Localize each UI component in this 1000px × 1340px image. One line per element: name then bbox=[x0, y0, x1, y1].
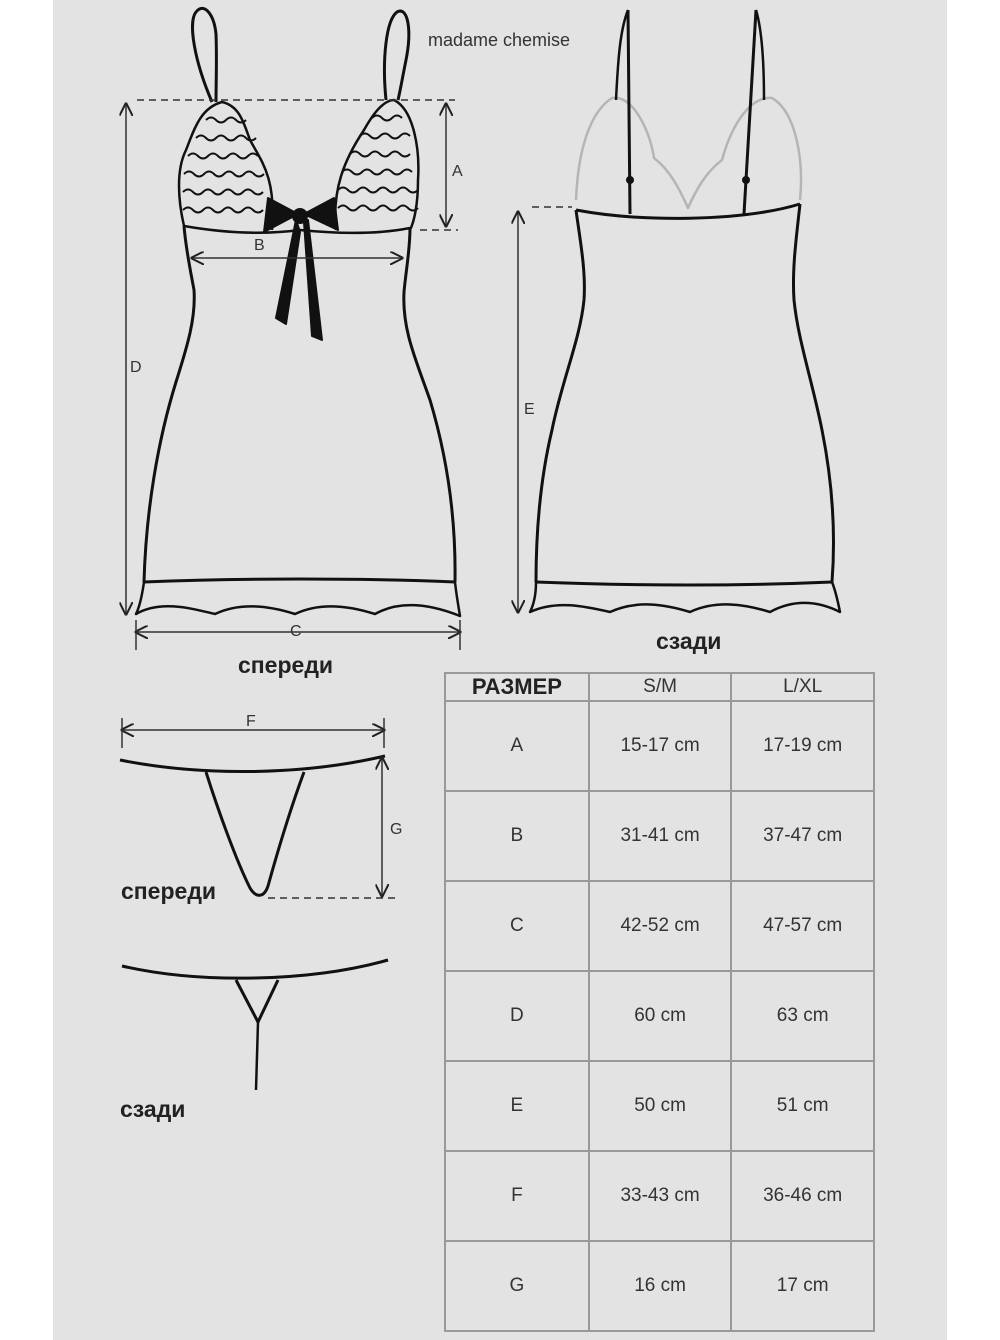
cell-sm: 15-17 cm bbox=[589, 701, 732, 791]
row-label: E bbox=[445, 1061, 589, 1151]
size-header-lxl: L/XL bbox=[731, 673, 874, 701]
dimension-label-f: F bbox=[246, 713, 256, 730]
lace-pattern bbox=[183, 116, 418, 213]
front-dimension-lines bbox=[126, 100, 460, 650]
cell-lxl: 17-19 cm bbox=[731, 701, 874, 791]
chemise-front-view-label: спереди bbox=[238, 652, 334, 678]
dimension-label-e: E bbox=[524, 401, 535, 418]
size-header-sm: S/M bbox=[589, 673, 732, 701]
thong-front-view-label: спереди bbox=[121, 878, 217, 904]
table-row bbox=[445, 1061, 874, 1151]
chemise-back-view-label: сзади bbox=[656, 628, 722, 654]
thong-front-dimension-lines bbox=[122, 718, 396, 898]
size-table bbox=[444, 672, 875, 1332]
thong-back-drawing bbox=[122, 960, 388, 1090]
strap-sliders bbox=[626, 176, 750, 184]
dimension-label-a: A bbox=[452, 163, 463, 180]
cell-lxl: 47-57 cm bbox=[731, 881, 874, 971]
thong-back-view-label: сзади bbox=[120, 1096, 186, 1122]
cell-sm: 31-41 cm bbox=[589, 791, 732, 881]
row-label: D bbox=[445, 971, 589, 1061]
cell-lxl: 51 cm bbox=[731, 1061, 874, 1151]
dimension-label-d: D bbox=[130, 359, 142, 376]
cell-sm: 16 cm bbox=[589, 1241, 732, 1331]
dimension-label-c: C bbox=[290, 623, 302, 640]
cell-sm: 60 cm bbox=[589, 971, 732, 1061]
row-label: C bbox=[445, 881, 589, 971]
row-label: A bbox=[445, 701, 589, 791]
table-row bbox=[445, 971, 874, 1061]
front-left-strap bbox=[193, 8, 217, 102]
dimension-label-g: G bbox=[390, 821, 403, 838]
dimension-label-b: B bbox=[254, 237, 265, 254]
cell-lxl: 17 cm bbox=[731, 1241, 874, 1331]
cell-lxl: 63 cm bbox=[731, 971, 874, 1061]
row-label: G bbox=[445, 1241, 589, 1331]
cell-sm: 33-43 cm bbox=[589, 1151, 732, 1241]
cell-sm: 50 cm bbox=[589, 1061, 732, 1151]
table-row bbox=[445, 1241, 874, 1331]
table-row bbox=[445, 881, 874, 971]
cell-lxl: 37-47 cm bbox=[731, 791, 874, 881]
chemise-back-drawing bbox=[530, 10, 840, 612]
thong-front-drawing bbox=[120, 756, 385, 895]
table-row bbox=[445, 701, 874, 791]
product-title: madame chemise bbox=[428, 30, 571, 50]
size-table-header-row bbox=[445, 673, 874, 701]
table-row bbox=[445, 1151, 874, 1241]
cell-sm: 42-52 cm bbox=[589, 881, 732, 971]
size-header-label: РАЗМЕР bbox=[445, 673, 589, 701]
front-right-strap bbox=[384, 11, 408, 100]
bow-icon bbox=[264, 198, 338, 340]
row-label: B bbox=[445, 791, 589, 881]
row-label: F bbox=[445, 1151, 589, 1241]
table-row bbox=[445, 791, 874, 881]
cell-lxl: 36-46 cm bbox=[731, 1151, 874, 1241]
